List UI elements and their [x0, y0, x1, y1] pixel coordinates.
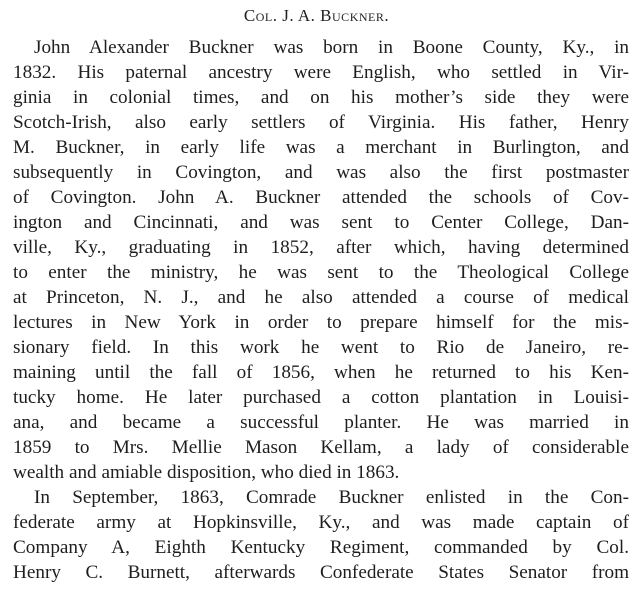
text-line: 1859 to Mrs. Mellie Mason Kellam, a lady of considerable: [13, 437, 629, 458]
article-heading: Col. J. A. Buckner.: [243, 6, 390, 25]
text-line: M. Buckner, in early life was a merchant in Burlington, and: [13, 137, 629, 158]
text-line: In September, 1863, Comrade Buckner enlisted in the Con-: [34, 487, 629, 508]
text-line: John Alexander Buckner was born in Boone County, Ky., in: [34, 37, 629, 58]
text-line: of Covington. John A. Buckner attended the schools of Cov-: [13, 187, 629, 208]
text-line: tucky home. He later purchased a cotton plantation in Louisi-: [13, 387, 629, 408]
text-line: subsequently in Covington, and was also the first postmaster: [13, 162, 629, 183]
text-line: Company A, Eighth Kentucky Regiment, commanded by Col.: [13, 537, 629, 558]
text-line: Scotch-Irish, also early settlers of Virginia. His father, Henry: [13, 112, 629, 133]
text-line: ington and Cincinnati, and was sent to Center College, Dan-: [13, 212, 629, 233]
text-line: to enter the ministry, he was sent to the Theological College: [13, 262, 629, 283]
text-line: at Princeton, N. J., and he also attended a course of medical: [13, 287, 629, 308]
text-line: wealth and amiable disposition, who died in 1863.: [13, 462, 400, 483]
text-line: sionary field. In this work he went to Rio de Janeiro, re-: [13, 337, 629, 358]
text-line: ginia in colonial times, and on his mother’s side they were: [13, 87, 629, 108]
text-line: maining until the fall of 1856, when he returned to his Ken-: [13, 362, 629, 383]
text-line: lectures in New York in order to prepare himself for the mis-: [13, 312, 629, 333]
text-line: 1832. His paternal ancestry were English, who settled in Vir-: [13, 62, 629, 83]
text-line: federate army at Hopkinsville, Ky., and was made captain of: [13, 512, 629, 533]
text-line: ana, and became a successful planter. He was married in: [13, 412, 629, 433]
text-line: ville, Ky., graduating in 1852, after which, having determined: [13, 237, 629, 258]
text-line: Henry C. Burnett, afterwards Confederate States Senator from: [13, 562, 629, 583]
